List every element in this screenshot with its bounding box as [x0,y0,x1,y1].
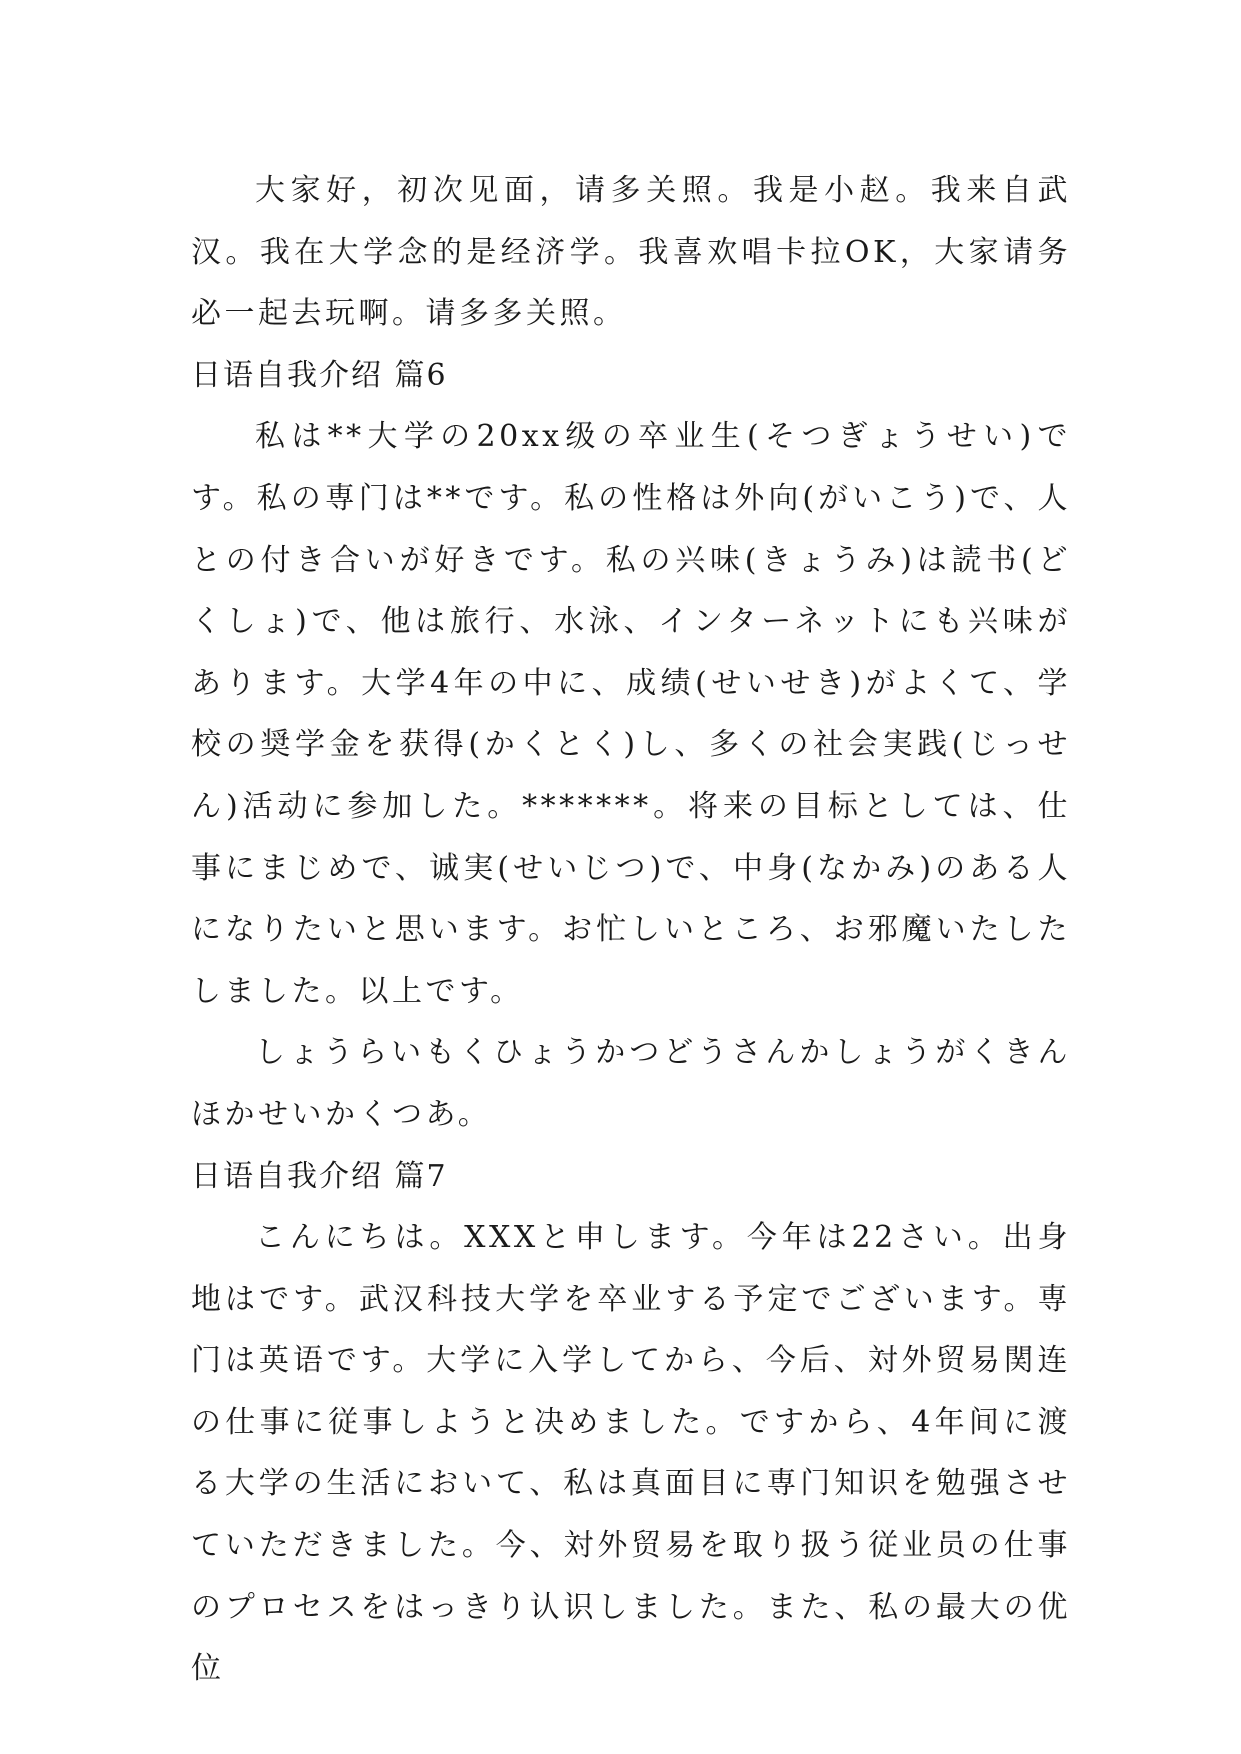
paragraph-intro-6: 私は**大学の20xx级の卒业生(そつぎょうせい)です。私の専门は**です。私の性格は外向(がいこう)で、人との付き合いが好きです。私の兴味(きょうみ)は読书(どくしょ)で、他は旅行、水泳、インターネットにも兴味があります。大学4年の中に、成绩(せいせき)がよくて、学校の奨学金を获得(かくとく)し、多くの社会実践(じっせん)活动に参加した。*******。将来の目标としては、仕事にまじめで、诚実(せいじつ)で、中身(なかみ)のある人になりたいと思います。お忙しいところ、お邪魔いたしたしました。以上です。 [191,419,1071,1009]
paragraph-reading-6: しょうらいもくひょうかつどうさんかしょうがくきんほかせいかくつあ。 [191,1035,1071,1132]
paragraph-intro-7: こんにちは。XXXと申します。今年は22さい。出身地はです。武汉科技大学を卒业する予定でございます。専门は英语です。大学に入学してから、今后、対外贸易関连の仕事に従事しようと决めました。ですから、4年间に渡る大学の生活において、私は真面目に専门知识を勉强させていただきました。今、対外贸易を取り扱う従业员の仕事のプロセスをはっきり认识しました。また、私の最大の优位 [191,1220,1071,1687]
document-body [191,160,1071,1700]
section-heading-7: 日语自我介绍 篇7 [191,1158,448,1194]
paragraph-intro-zh: 大家好，初次见面，请多关照。我是小赵。我来自武汉。我在大学念的是经济学。我喜欢唱卡拉OK，大家请务必一起去玩啊。请多多关照。 [191,173,1071,332]
section-heading-6: 日语自我介绍 篇6 [191,357,448,393]
